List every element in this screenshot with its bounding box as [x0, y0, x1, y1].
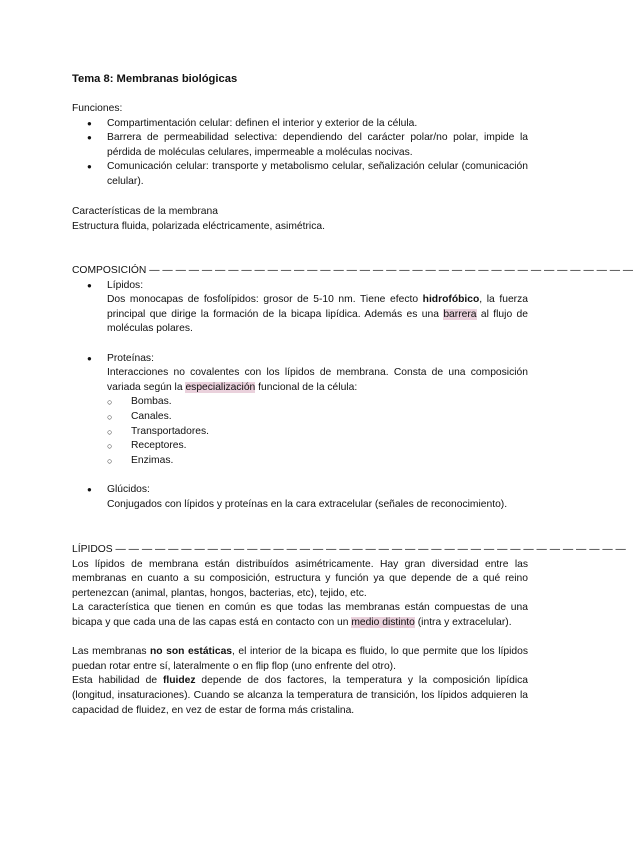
- glucidos-label: ● Glúcidos:: [107, 483, 150, 495]
- list-item: ● Barrera de permeabilidad selectiva: dependiendo del carácter polar/no polar, impide la pérdida de moléculas celulares, impermeable a moléculas nocivas.: [72, 131, 528, 160]
- lipidos-heading: LÍPIDOS: [72, 544, 113, 555]
- funciones-section: [72, 102, 528, 190]
- lipidos-section: [72, 543, 626, 718]
- lipidos-heading-line: [72, 543, 626, 558]
- sublist-item: ○ Bombas.: [72, 395, 528, 410]
- lipidos-text: [107, 293, 528, 337]
- proteinas-label: ● Proteínas:: [107, 352, 154, 364]
- list-item-glucidos: [72, 483, 528, 512]
- caracteristicas-section: [72, 205, 528, 234]
- bold-text: fluidez: [162, 675, 196, 687]
- lipidos-divider: — — — — — — — — — — — — — — — — — — — — — — — — — — — — — — — — — — — — — — —: [115, 544, 626, 555]
- caracteristicas-heading: Características de la membrana: [72, 206, 218, 217]
- text-span: , la fuerza principal que dirige la formación de la bicapa lipídica. Además es una: [107, 294, 528, 320]
- glucidos-text: Conjugados con lípidos y proteínas en la cara extracelular (señales de reconocimiento).: [107, 498, 508, 510]
- text-span: (intra y extracelular).: [414, 616, 512, 628]
- sublist-item: ○ Enzimas.: [72, 454, 528, 469]
- bold-text: hidrofóbico: [422, 294, 480, 306]
- bold-text: no son estáticas: [150, 646, 233, 658]
- composicion-divider: — — — — — — — — — — — — — — — — — — — — — — — — — — — — — — — — — — — — —: [149, 265, 633, 276]
- composicion-section: [72, 264, 633, 512]
- highlighted-text: medio distinto: [351, 616, 415, 628]
- sublist-item: ○ Canales.: [72, 410, 528, 425]
- list-item: ● Compartimentación celular: definen el interior y exterior de la célula.: [72, 117, 528, 132]
- lipidos-label: ● Lípidos:: [107, 279, 144, 291]
- composicion-list: [72, 279, 528, 396]
- funciones-heading: Funciones:: [72, 103, 123, 114]
- composicion-list-2: [72, 483, 528, 512]
- sublist-item: ○ Receptores.: [72, 439, 528, 454]
- composicion-heading: COMPOSICIÓN: [72, 265, 147, 276]
- list-item: ● Comunicación celular: transporte y metabolismo celular, señalización celular (comunicación celular).: [72, 160, 528, 189]
- sublist-item: ○ Transportadores.: [72, 425, 528, 440]
- composicion-heading-line: [72, 264, 633, 279]
- text-span: Interacciones no covalentes con los lípidos de membrana. Consta de una composición variada según la: [107, 367, 528, 393]
- text-span: La característica que tienen en común es que todas las membranas están compuestas de una bicapa y que cada una de las capas está en contacto con un: [72, 602, 528, 628]
- paragraph: [72, 645, 528, 674]
- paragraph: Los lípidos de membrana están distribuídos asimétricamente. Hay gran diversidad entre las membranas en cuanto a su composición, estructura y función ya que depende de a qué reino pertenezcan (animal, plantas, hongos, bacterias, etc), tejido, etc.: [72, 558, 528, 599]
- page-title: Tema 8: Membranas biológicas: [72, 73, 238, 85]
- proteinas-text: [107, 366, 528, 395]
- highlighted-text: barrera: [443, 308, 477, 320]
- list-item-proteinas: [72, 352, 528, 396]
- text-span: Dos monocapas de fosfolípidos: grosor de 5-10 nm. Tiene efecto: [107, 294, 423, 306]
- text-span: Las membranas: [72, 646, 151, 658]
- text-span: funcional de la célula:: [255, 381, 358, 393]
- paragraph: [72, 601, 528, 630]
- paragraph: [72, 674, 528, 718]
- text-span: Esta habilidad de: [72, 675, 163, 687]
- highlighted-text: especialización: [185, 381, 256, 393]
- caracteristicas-text: Estructura fluida, polarizada eléctricamente, asimétrica.: [72, 220, 325, 232]
- proteinas-sublist: [72, 395, 528, 468]
- list-item-lipidos: [72, 279, 528, 337]
- funciones-list: [72, 117, 528, 190]
- text-span: al flujo de moléculas polares.: [107, 308, 528, 335]
- text-span: , el interior de la bicapa es fluido, lo que permite que los lípidos puedan rotar entre sí, lateralmente o en flip flop (uno enfrente del otro).: [72, 646, 528, 672]
- text-span: depende de dos factores, la temperatura y la composición lipídica (longitud, insaturaciones). Cuando se alcanza la temperatura de transición, los lípidos adquieren la capacidad de fluidez, en vez de estar de forma más cristalina.: [72, 675, 528, 716]
